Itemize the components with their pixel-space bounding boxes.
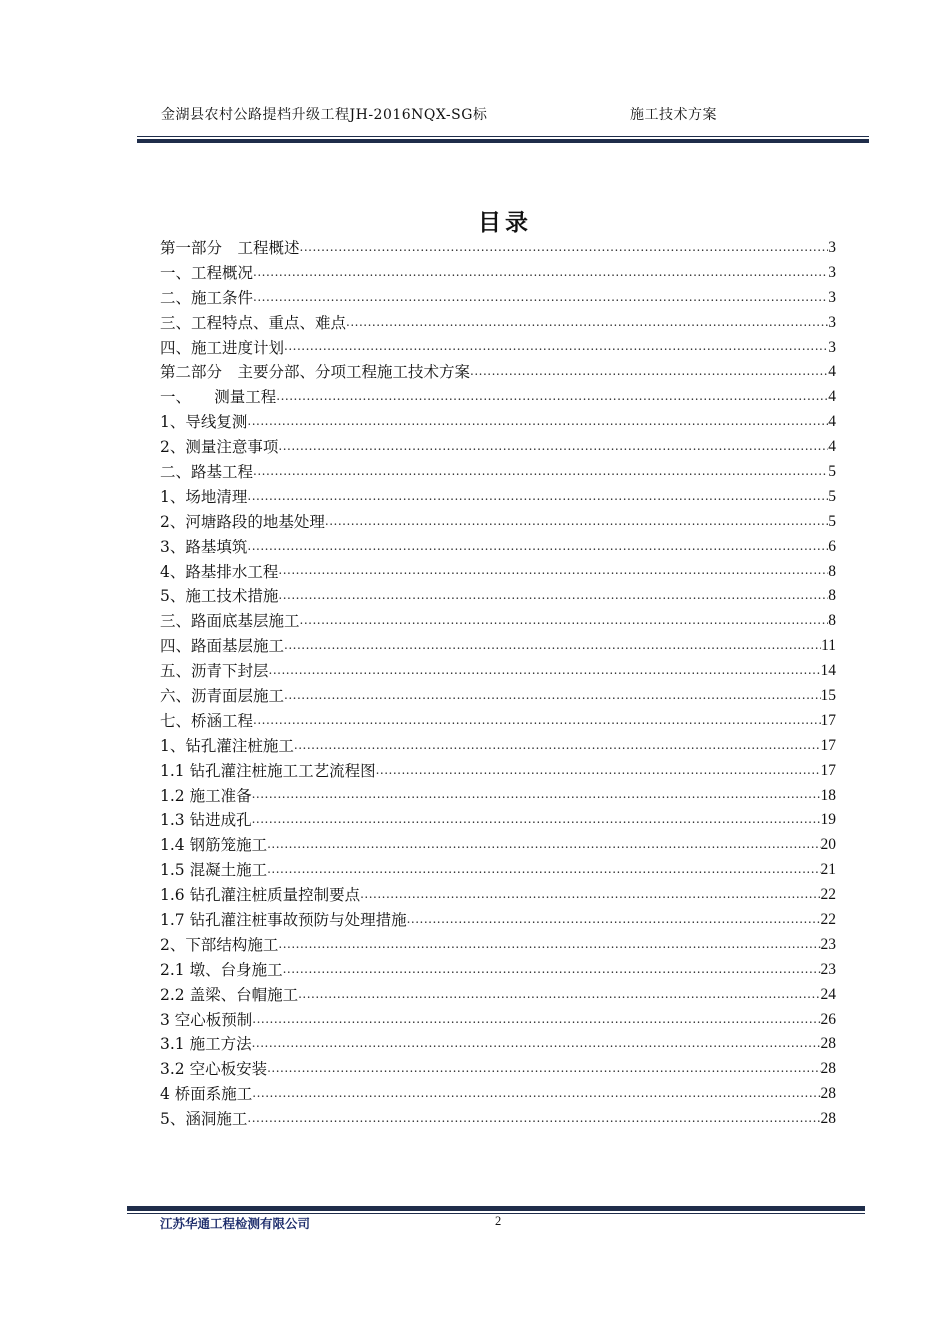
toc-dot-leader [267,1064,820,1076]
toc-entry[interactable] [160,584,836,609]
footer-divider-thick [127,1206,865,1211]
toc-entry-page-number: 20 [820,836,836,854]
toc-entry-page-number: 17 [820,736,836,754]
toc-entry-label: 3、路基填筑 [160,537,248,556]
toc-entry-page-number: 3 [828,338,836,356]
toc-entry-page-number: 5 [828,512,836,530]
toc-entry-label: 4 桥面系施工 [160,1085,253,1104]
toc-dot-leader [325,517,828,529]
toc-dot-leader [252,1089,820,1101]
toc-entry[interactable] [160,435,836,460]
toc-entry[interactable] [160,510,836,535]
toc-entry-page-number: 4 [828,413,836,431]
toc-dot-leader [253,293,828,305]
toc-dot-leader [278,591,828,603]
toc-entry-label: 四、路面基层施工 [160,637,285,656]
toc-entry-label: 三、工程特点、重点、难点 [160,313,347,332]
toc-dot-leader [267,840,820,852]
toc-dot-leader [278,566,828,578]
toc-entry[interactable] [160,1082,836,1107]
toc-entry[interactable] [160,360,836,385]
toc-entry-label: 2、下部结构施工 [160,935,279,954]
toc-entry-page-number: 15 [820,687,836,705]
toc-entry-label: 3.2 空心板安装 [160,1060,268,1079]
footer-company-name: 江苏华通工程检测有限公司 [160,1216,311,1231]
toc-dot-leader [300,243,829,255]
toc-entry[interactable] [160,684,836,709]
toc-entry[interactable] [160,460,836,485]
toc-entry[interactable] [160,1008,836,1033]
toc-entry-label: 1.2 施工准备 [160,786,252,805]
toc-entry[interactable] [160,983,836,1008]
toc-dot-leader [253,268,828,280]
toc-entry[interactable] [160,958,836,983]
toc-entry-label: 3.1 施工方法 [160,1035,252,1054]
toc-entry-label: 一、工程概况 [160,263,254,282]
toc-dot-leader [376,766,821,778]
toc-entry[interactable] [160,883,836,908]
header-divider-thin [137,136,869,137]
toc-entry[interactable] [160,634,836,659]
toc-entry-label: 五、沥青下封层 [160,662,269,681]
toc-entry-page-number: 23 [820,960,836,978]
toc-dot-leader [276,392,828,404]
toc-entry-label: 第二部分 主要分部、分项工程施工技术方案 [160,363,471,382]
toc-entry-label: 第一部分 工程概述 [160,238,300,257]
toc-entry[interactable] [160,659,836,684]
toc-entry-label: 5、涵洞施工 [160,1110,248,1129]
toc-entry-label: 1、钻孔灌注桩施工 [160,736,294,755]
toc-entry-page-number: 3 [828,288,836,306]
toc-entry[interactable] [160,1057,836,1082]
toc-entry-label: 二、路基工程 [160,463,254,481]
toc-entry[interactable] [160,560,836,585]
toc-entry-page-number: 4 [828,388,836,406]
toc-entry-label: 3 空心板预制 [160,1010,253,1029]
toc-entry-label: 1.1 钻孔灌注桩施工工艺流程图 [160,761,376,780]
toc-entry-label: 1.6 钻孔灌注桩质量控制要点 [160,886,361,905]
toc-entry-page-number: 4 [828,438,836,456]
toc-entry-label: 1.5 混凝土施工 [160,861,268,880]
toc-dot-leader [252,1015,820,1027]
toc-entry-label: 七、桥涵工程 [160,711,254,730]
toc-dot-leader [284,641,821,653]
toc-entry-label: 1.3 钻进成孔 [160,811,252,830]
toc-entry-label: 2、测量注意事项 [160,438,279,457]
toc-entry-page-number: 3 [828,263,836,281]
toc-dot-leader [252,1039,821,1051]
toc-dot-leader [278,940,820,952]
toc-dot-leader [252,815,821,827]
toc-entry-page-number: 24 [820,985,836,1003]
toc-entry-page-number: 8 [828,587,836,605]
toc-dot-leader [247,542,828,554]
header-document-type: 施工技术方案 [630,107,717,123]
table-of-contents [160,236,836,1132]
toc-entry-page-number: 3 [828,238,836,256]
toc-dot-leader [407,915,821,927]
toc-entry-label: 1、导线复测 [160,413,248,432]
toc-entry[interactable] [160,734,836,759]
toc-entry-label: 2、河塘路段的地基处理 [160,512,325,531]
toc-entry[interactable] [160,336,836,361]
toc-dot-leader [300,616,829,628]
toc-entry[interactable] [160,933,836,958]
toc-title: 目录 [478,209,532,236]
toc-entry-page-number: 28 [820,1035,836,1053]
toc-entry-page-number: 18 [820,786,836,804]
toc-entry-page-number: 14 [820,662,836,680]
toc-entry-page-number: 22 [820,911,836,929]
toc-entry[interactable] [160,808,836,833]
toc-entry-page-number: 28 [820,1060,836,1078]
toc-entry[interactable] [160,535,836,560]
toc-entry[interactable] [160,410,836,435]
toc-entry[interactable] [160,1033,836,1058]
page-header [161,104,861,126]
toc-dot-leader [283,965,821,977]
toc-dot-leader [267,865,820,877]
toc-entry-page-number: 19 [820,811,836,829]
toc-entry-page-number: 8 [828,612,836,630]
toc-entry-label: 1.4 钢筋笼施工 [160,836,268,855]
toc-dot-leader [346,318,828,330]
toc-dot-leader [253,467,828,479]
toc-entry-label: 一、 测量工程 [160,388,277,407]
toc-entry-page-number: 4 [828,363,836,381]
toc-entry[interactable] [160,261,836,286]
header-divider-thick [137,139,869,143]
toc-entry-page-number: 17 [820,711,836,729]
toc-entry[interactable] [160,709,836,734]
toc-entry[interactable] [160,286,836,311]
toc-dot-leader [294,741,821,753]
toc-entry-page-number: 28 [820,1085,836,1103]
toc-dot-leader [470,367,828,379]
toc-entry-label: 六、沥青面层施工 [160,687,285,706]
toc-entry[interactable] [160,784,836,809]
footer-page-number: 2 [495,1214,502,1228]
toc-entry-page-number: 6 [828,537,836,555]
toc-entry-page-number: 5 [828,487,836,505]
toc-entry-label: 二、施工条件 [160,288,254,307]
toc-entry[interactable] [160,385,836,410]
toc-entry-label: 三、路面底基层施工 [160,612,300,631]
toc-entry-page-number: 3 [828,313,836,331]
toc-dot-leader [247,1114,820,1126]
toc-entry-page-number: 22 [820,886,836,904]
toc-entry-label: 4、路基排水工程 [160,562,279,581]
toc-dot-leader [253,716,820,728]
toc-entry[interactable] [160,485,836,510]
toc-entry[interactable] [160,609,836,634]
toc-dot-leader [269,666,821,678]
toc-entry[interactable] [160,908,836,933]
toc-entry[interactable] [160,833,836,858]
toc-entry-page-number: 11 [821,637,836,655]
toc-dot-leader [252,790,821,802]
toc-entry-page-number: 23 [820,935,836,953]
toc-entry[interactable] [160,858,836,883]
toc-dot-leader [298,990,820,1002]
toc-entry[interactable] [160,236,836,261]
toc-dot-leader [284,342,828,354]
toc-entry-label: 1、场地清理 [160,487,248,506]
toc-entry-label: 1.7 钻孔灌注桩事故预防与处理措施 [160,911,407,930]
toc-entry-label: 四、施工进度计划 [160,338,285,357]
toc-entry-page-number: 26 [820,1010,836,1028]
toc-entry-page-number: 17 [820,761,836,779]
toc-dot-leader [284,691,820,703]
toc-entry-label: 2.1 墩、台身施工 [160,960,283,979]
toc-entry[interactable] [160,759,836,784]
toc-entry-page-number: 21 [820,861,836,879]
toc-dot-leader [247,417,828,429]
toc-entry-page-number: 8 [828,562,836,580]
toc-dot-leader [247,492,828,504]
toc-entry[interactable] [160,311,836,336]
toc-entry-label: 2.2 盖梁、台帽施工 [160,985,299,1004]
toc-entry-page-number: 5 [828,463,836,480]
toc-dot-leader [278,442,828,454]
toc-entry[interactable] [160,1107,836,1132]
toc-entry-label: 5、施工技术措施 [160,587,279,606]
toc-dot-leader [360,890,820,902]
header-project-title: 金湖县农村公路提档升级工程JH-2016NQX-SG标 [161,107,488,123]
toc-entry-page-number: 28 [820,1110,836,1128]
